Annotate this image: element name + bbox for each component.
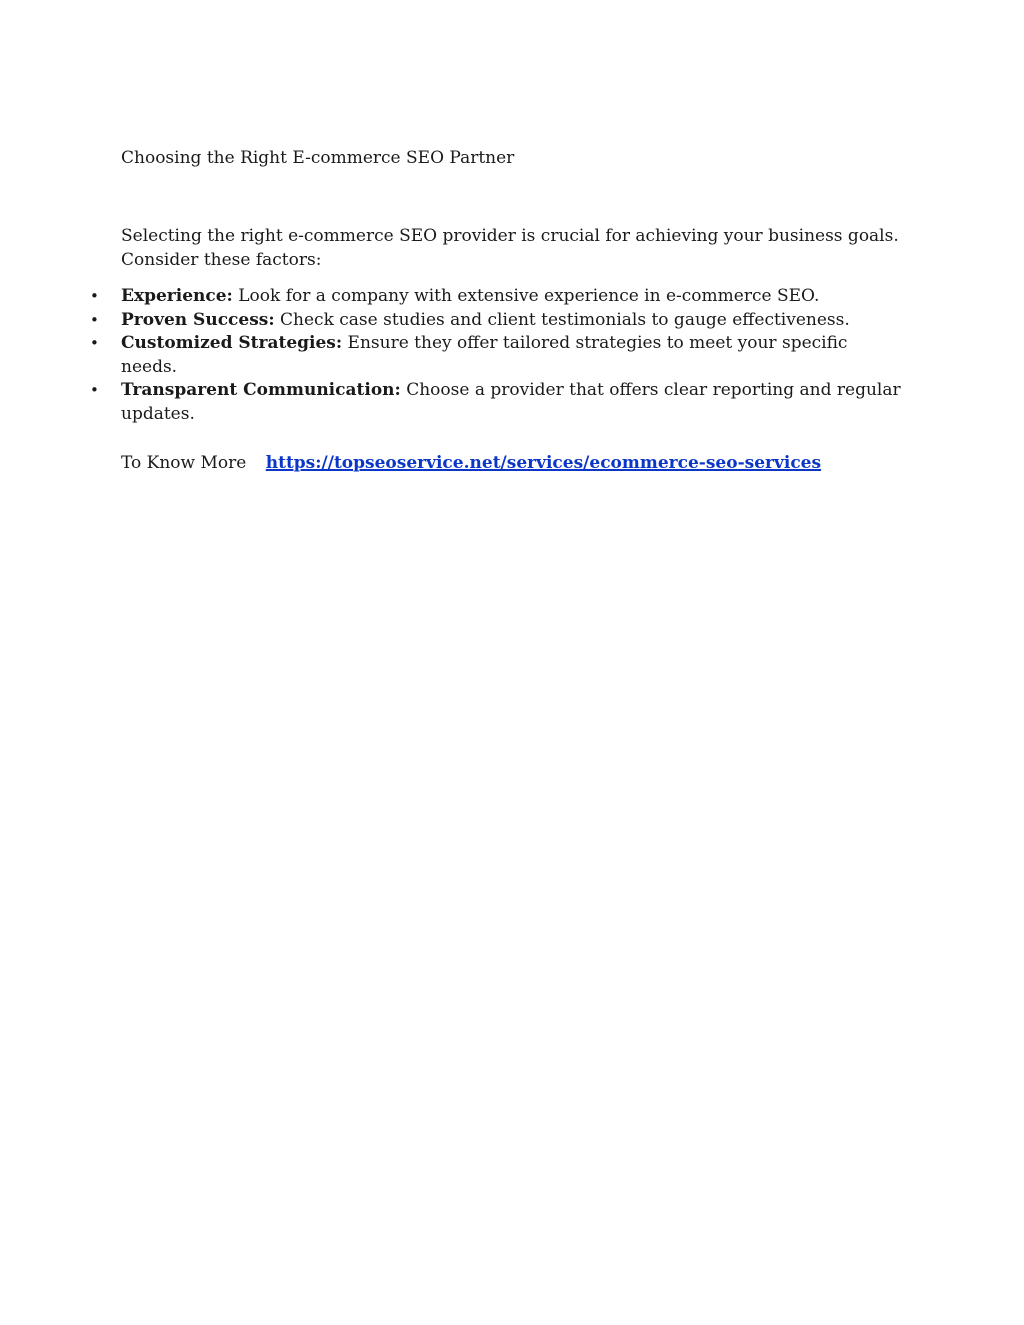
factor-term: Experience: bbox=[121, 286, 233, 306]
factor-item-transparent-communication bbox=[90, 379, 901, 426]
factor-item-proven-success bbox=[90, 309, 901, 333]
know-more-line bbox=[121, 451, 821, 475]
factor-item-experience bbox=[90, 285, 901, 309]
bullet-icon: • bbox=[90, 287, 99, 305]
factor-text: Choose a provider that offers clear reporting and regular updates. bbox=[121, 380, 901, 424]
factor-term: Transparent Communication: bbox=[121, 380, 401, 400]
factor-item-customized-strategies bbox=[90, 332, 901, 379]
factor-list bbox=[90, 285, 901, 426]
intro-paragraph: Selecting the right e-commerce SEO provider is crucial for achieving your business goals. Consider these factors: bbox=[121, 226, 899, 270]
bullet-icon: • bbox=[90, 334, 99, 352]
bullet-icon: • bbox=[90, 310, 99, 329]
bullet-icon: • bbox=[90, 381, 99, 399]
know-more-label: To Know More bbox=[121, 453, 247, 473]
factor-term: Customized Strategies: bbox=[121, 333, 343, 353]
factor-text: Look for a company with extensive experience in e-commerce SEO. bbox=[232, 286, 820, 306]
factor-text: Ensure they offer tailored strategies to meet your specific needs. bbox=[121, 333, 848, 377]
factor-text: Check case studies and client testimonials to gauge effectiveness. bbox=[274, 309, 850, 330]
factor-term: Proven Success: bbox=[121, 309, 275, 330]
document-title: Choosing the Right E-commerce SEO Partner bbox=[121, 148, 515, 168]
ecommerce-seo-services-link[interactable]: https://topseoservice.net/services/ecommerce-seo-services bbox=[265, 453, 822, 473]
